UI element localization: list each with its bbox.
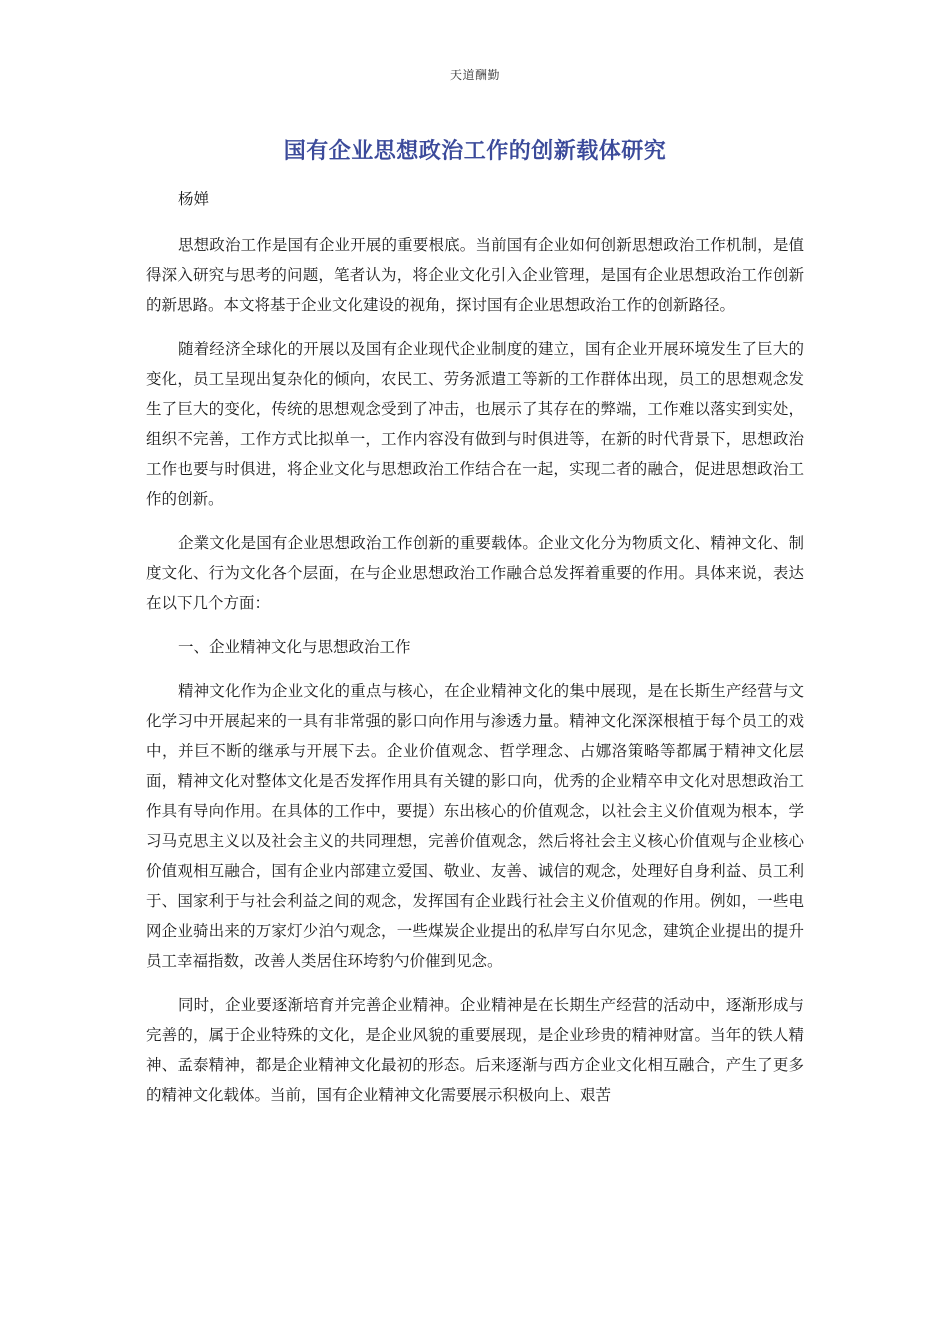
page-header: 天道酬勤 xyxy=(449,68,500,82)
paragraph: 思想政治工作是国有企业开展的重要根底。当前国有企业如何创新思想政治工作机制，是值得深入研究与思考的问题，笔者认为，将企业文化引入企业管理，是国有企业思想政治工作创新的新思路。本文将基于企业文化建设的视角，探讨国有企业思想政治工作的创新路径。 xyxy=(146,236,804,314)
document-body xyxy=(146,230,804,1124)
paragraph: 随着经济全球化的开展以及国有企业现代企业制度的建立，国有企业开展环境发生了巨大的变化，员工呈现出复杂化的倾向，农民工、劳务派遣工等新的工作群体出现，员工的思想观念发生了巨大的变化，传统的思想观念受到了冲击，也展示了其存在的弊端，工作难以落实到实处，组织不完善，工作方式比拟单一，工作内容没有做到与时俱进等，在新的时代背景下，思想政治工作也要与时俱进，将企业文化与思想政治工作结合在一起，实现二者的融合，促进思想政治工作的创新。 xyxy=(146,340,804,508)
section-heading: 一、企业精神文化与思想政治工作 xyxy=(178,638,411,656)
document-title: 国有企业思想政治工作的创新载体研究 xyxy=(283,139,667,164)
paragraph: 精神文化作为企业文化的重点与核心，在企业精神文化的集中展现，是在长斯生产经营与文化学习中开展起来的一具有非常强的影口向作用与渗透力量。精神文化深深根植于每个员工的戏中，并巨不断的继承与开展下去。企业价值观念、哲学理念、占娜洛策略等都属于精神文化层面，精神文化对整体文化是否发挥作用具有关键的影口向，优秀的企业精卒申文化对思想政治工作具有导向作用。在具体的工作中，要提）东出核心的价值观念，以社会主义价值观为根本，学习马克思主义以及社会主义的共同理想，完善价值观念，然后将社会主义核心价值观与企业核心价值观相互融合，国有企业内部建立爱国、敬业、友善、诚信的观念，处理好自身利益、员工利于、国家利于与社会利益之间的观念，发挥国有企业践行社会主义价值观的作用。例如，一些电网企业骑出来的万家灯少泊勺观念，一些煤炭企业提出的私岸写白尔见念，建筑企业提出的提升员工幸福指数，改善人类居住环垮豹勺价催到见念。 xyxy=(146,682,804,970)
paragraph: 同时，企业要逐渐培育并完善企业精神。企业精神是在长期生产经营的活动中，逐渐形成与完善的，属于企业特殊的文化，是企业风貌的重要展现，是企业珍贵的精神财富。当年的铁人精神、孟泰精神，都是企业精神文化最初的形态。后来逐渐与西方企业文化相互融合，产生了更多的精神文化载体。当前，国有企业精神文化需要展示积极向上、艰苦 xyxy=(146,996,804,1104)
author-name: 杨婵 xyxy=(178,190,210,208)
paragraph: 企業文化是国有企业思想政治工作创新的重要载体。企业文化分为物质文化、精神文化、制度文化、行为文化各个层面，在与企业思想政治工作融合总发挥着重要的作用。具体来说，表达在以下几个方面： xyxy=(146,534,804,612)
